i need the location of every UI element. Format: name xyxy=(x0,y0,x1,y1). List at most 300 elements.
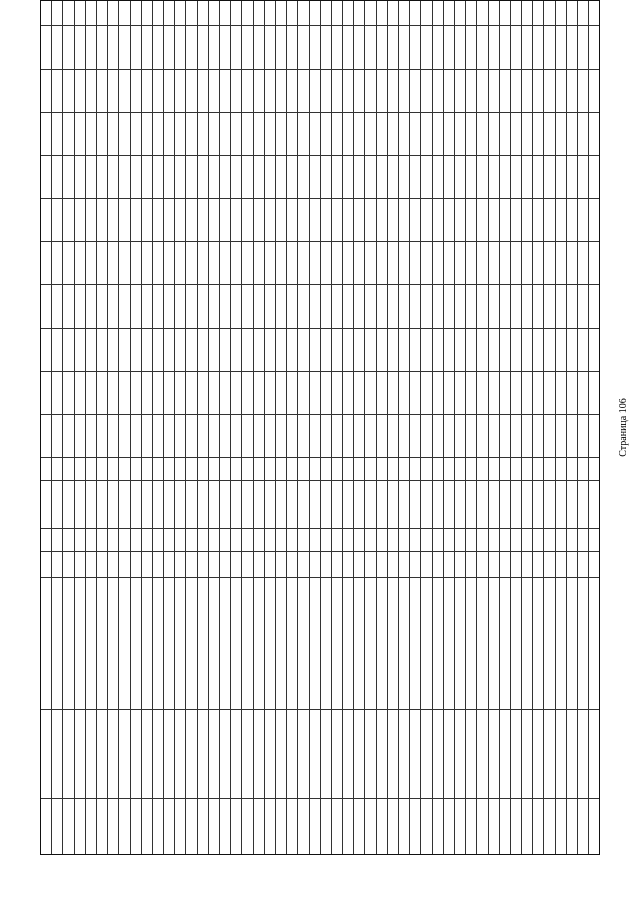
table-cell xyxy=(567,69,577,112)
table-cell xyxy=(175,480,185,529)
table-cell xyxy=(41,528,51,551)
table-cell xyxy=(354,69,364,112)
table-cell xyxy=(209,798,219,854)
table-cell xyxy=(287,457,297,480)
table-cell xyxy=(399,457,409,480)
table-cell xyxy=(254,528,264,551)
table-cell xyxy=(500,798,510,854)
table-cell xyxy=(254,198,264,241)
table-cell xyxy=(41,284,51,327)
table-cell xyxy=(500,457,510,480)
table-cell xyxy=(354,709,364,798)
table-cell xyxy=(186,457,196,480)
table-cell xyxy=(455,328,465,371)
table-cell xyxy=(75,241,85,284)
table-cell xyxy=(399,798,409,854)
table-cell xyxy=(321,480,331,529)
table-cell xyxy=(175,528,185,551)
table-cell xyxy=(231,480,241,529)
table-cell xyxy=(489,155,499,198)
table-cell xyxy=(466,241,476,284)
table-cell xyxy=(276,551,286,577)
table-row xyxy=(421,1,432,854)
table-cell xyxy=(75,25,85,68)
table-cell xyxy=(466,798,476,854)
table-cell xyxy=(556,577,566,708)
table-cell xyxy=(522,112,532,155)
table-cell xyxy=(175,198,185,241)
table-cell xyxy=(231,155,241,198)
table-cell xyxy=(142,1,152,25)
table-cell xyxy=(153,371,163,414)
table-cell xyxy=(276,457,286,480)
table-cell xyxy=(142,284,152,327)
table-cell xyxy=(287,371,297,414)
table-row xyxy=(466,1,477,854)
table-cell xyxy=(365,155,375,198)
table-cell xyxy=(321,241,331,284)
table-cell xyxy=(97,241,107,284)
table-cell xyxy=(254,577,264,708)
table-row xyxy=(343,1,354,854)
table-row xyxy=(231,1,242,854)
table-cell xyxy=(220,69,230,112)
table-cell xyxy=(343,577,353,708)
table-cell xyxy=(287,284,297,327)
table-cell xyxy=(511,284,521,327)
table-cell xyxy=(86,528,96,551)
table-cell xyxy=(231,798,241,854)
table-cell xyxy=(522,414,532,457)
table-cell xyxy=(377,577,387,708)
table-cell xyxy=(63,155,73,198)
table-row xyxy=(533,1,544,854)
table-cell xyxy=(75,328,85,371)
table-cell xyxy=(365,709,375,798)
table-cell xyxy=(354,241,364,284)
table-cell xyxy=(131,328,141,371)
table-cell xyxy=(265,25,275,68)
table-cell xyxy=(153,709,163,798)
table-cell xyxy=(332,709,342,798)
table-cell xyxy=(388,528,398,551)
table-cell xyxy=(265,1,275,25)
table-cell xyxy=(254,25,264,68)
table-cell xyxy=(186,69,196,112)
table-cell xyxy=(63,198,73,241)
table-cell xyxy=(131,155,141,198)
table-row xyxy=(86,1,97,854)
table-cell xyxy=(276,414,286,457)
table-cell xyxy=(209,577,219,708)
table-cell xyxy=(433,112,443,155)
table-cell xyxy=(365,241,375,284)
table-cell xyxy=(86,198,96,241)
table-cell xyxy=(86,25,96,68)
table-cell xyxy=(175,551,185,577)
table-cell xyxy=(500,198,510,241)
table-cell xyxy=(444,414,454,457)
table-cell xyxy=(522,709,532,798)
table-cell xyxy=(265,112,275,155)
table-cell xyxy=(231,69,241,112)
table-cell xyxy=(52,480,62,529)
table-cell xyxy=(489,414,499,457)
table-cell xyxy=(354,1,364,25)
table-cell xyxy=(220,480,230,529)
table-cell xyxy=(86,551,96,577)
table-row xyxy=(365,1,376,854)
table-cell xyxy=(533,709,543,798)
table-cell xyxy=(231,284,241,327)
table-cell xyxy=(131,528,141,551)
table-cell xyxy=(265,371,275,414)
table-cell xyxy=(365,198,375,241)
table-cell xyxy=(186,241,196,284)
table-cell xyxy=(365,457,375,480)
table-cell xyxy=(310,69,320,112)
table-cell xyxy=(175,371,185,414)
table-cell xyxy=(365,528,375,551)
table-cell xyxy=(354,798,364,854)
table-cell xyxy=(265,709,275,798)
table-cell xyxy=(421,1,431,25)
table-cell xyxy=(254,480,264,529)
table-cell xyxy=(332,69,342,112)
table-cell xyxy=(544,69,554,112)
table-cell xyxy=(377,371,387,414)
table-row xyxy=(332,1,343,854)
table-cell xyxy=(410,551,420,577)
table-cell xyxy=(489,284,499,327)
table-row xyxy=(567,1,578,854)
table-cell xyxy=(265,241,275,284)
table-cell xyxy=(455,198,465,241)
table-cell xyxy=(131,709,141,798)
table-cell xyxy=(153,414,163,457)
table-cell xyxy=(522,480,532,529)
table-cell xyxy=(589,284,599,327)
table-cell xyxy=(365,577,375,708)
table-cell xyxy=(86,798,96,854)
table-cell xyxy=(86,112,96,155)
table-cell xyxy=(119,480,129,529)
table-cell xyxy=(511,241,521,284)
table-cell xyxy=(209,155,219,198)
table-cell xyxy=(186,798,196,854)
table-cell xyxy=(556,328,566,371)
table-cell xyxy=(365,112,375,155)
table-cell xyxy=(276,709,286,798)
table-cell xyxy=(321,709,331,798)
table-cell xyxy=(75,284,85,327)
table-cell xyxy=(377,798,387,854)
table-cell xyxy=(265,414,275,457)
table-cell xyxy=(365,798,375,854)
table-row xyxy=(142,1,153,854)
table-cell xyxy=(220,1,230,25)
table-cell xyxy=(276,155,286,198)
table-cell xyxy=(108,284,118,327)
table-cell xyxy=(466,328,476,371)
table-cell xyxy=(332,198,342,241)
table-cell xyxy=(276,528,286,551)
table-cell xyxy=(533,480,543,529)
table-cell xyxy=(198,241,208,284)
table-cell xyxy=(97,414,107,457)
table-cell xyxy=(511,480,521,529)
table-cell xyxy=(377,155,387,198)
table-cell xyxy=(276,112,286,155)
table-cell xyxy=(589,198,599,241)
table-cell xyxy=(287,69,297,112)
table-cell xyxy=(511,1,521,25)
table-cell xyxy=(108,528,118,551)
table-cell xyxy=(242,25,252,68)
table-row xyxy=(354,1,365,854)
table-cell xyxy=(119,528,129,551)
table-cell xyxy=(153,457,163,480)
table-cell xyxy=(142,112,152,155)
table-cell xyxy=(544,284,554,327)
table-cell xyxy=(153,528,163,551)
table-row xyxy=(399,1,410,854)
page-number: Страница 106 xyxy=(618,398,629,457)
table-cell xyxy=(589,414,599,457)
table-cell xyxy=(466,371,476,414)
table-cell xyxy=(231,1,241,25)
table-cell xyxy=(265,155,275,198)
table-cell xyxy=(52,155,62,198)
table-cell xyxy=(354,328,364,371)
table-cell xyxy=(265,798,275,854)
table-cell xyxy=(578,528,588,551)
table-cell xyxy=(421,69,431,112)
table-cell xyxy=(209,25,219,68)
table-cell xyxy=(86,371,96,414)
table-cell xyxy=(186,371,196,414)
table-cell xyxy=(500,414,510,457)
table-cell xyxy=(377,241,387,284)
table-cell xyxy=(63,284,73,327)
table-cell xyxy=(142,328,152,371)
table-cell xyxy=(298,328,308,371)
table-cell xyxy=(108,328,118,371)
table-cell xyxy=(254,709,264,798)
table-cell xyxy=(75,155,85,198)
table-cell xyxy=(220,284,230,327)
table-cell xyxy=(186,551,196,577)
table-cell xyxy=(399,709,409,798)
table-cell xyxy=(153,155,163,198)
table-cell xyxy=(533,798,543,854)
table-cell xyxy=(489,577,499,708)
table-cell xyxy=(343,798,353,854)
table-cell xyxy=(276,371,286,414)
table-cell xyxy=(544,155,554,198)
table-cell xyxy=(119,577,129,708)
table-cell xyxy=(186,709,196,798)
table-cell xyxy=(365,284,375,327)
table-cell xyxy=(276,328,286,371)
table-cell xyxy=(164,798,174,854)
table-cell xyxy=(500,551,510,577)
table-cell xyxy=(142,528,152,551)
table-cell xyxy=(75,414,85,457)
table-cell xyxy=(544,709,554,798)
table-cell xyxy=(142,798,152,854)
table-cell xyxy=(86,328,96,371)
table-cell xyxy=(52,1,62,25)
table-cell xyxy=(421,155,431,198)
table-cell xyxy=(86,480,96,529)
table-cell xyxy=(343,328,353,371)
table-cell xyxy=(544,198,554,241)
table-cell xyxy=(455,551,465,577)
table-cell xyxy=(310,241,320,284)
table-cell xyxy=(164,551,174,577)
table-cell xyxy=(365,551,375,577)
table-cell xyxy=(164,414,174,457)
table-cell xyxy=(578,480,588,529)
table-cell xyxy=(388,414,398,457)
table-cell xyxy=(421,198,431,241)
table-cell xyxy=(153,241,163,284)
table-cell xyxy=(153,69,163,112)
table-cell xyxy=(477,328,487,371)
table-cell xyxy=(511,371,521,414)
table-cell xyxy=(544,457,554,480)
table-cell xyxy=(444,198,454,241)
table-cell xyxy=(466,577,476,708)
table-cell xyxy=(511,198,521,241)
table-cell xyxy=(421,414,431,457)
table-cell xyxy=(332,577,342,708)
table-cell xyxy=(578,1,588,25)
table-cell xyxy=(332,371,342,414)
table-cell xyxy=(41,414,51,457)
table-cell xyxy=(421,25,431,68)
table-cell xyxy=(142,198,152,241)
table-cell xyxy=(41,198,51,241)
table-cell xyxy=(567,328,577,371)
table-cell xyxy=(287,112,297,155)
table-row xyxy=(310,1,321,854)
table-cell xyxy=(97,112,107,155)
table-cell xyxy=(186,328,196,371)
table-cell xyxy=(477,798,487,854)
table-cell xyxy=(489,709,499,798)
table-row xyxy=(75,1,86,854)
table-cell xyxy=(332,25,342,68)
table-row xyxy=(164,1,175,854)
table-cell xyxy=(556,709,566,798)
table-cell xyxy=(220,241,230,284)
table-cell xyxy=(556,551,566,577)
table-cell xyxy=(119,371,129,414)
table-cell xyxy=(556,155,566,198)
table-cell xyxy=(175,284,185,327)
table-cell xyxy=(298,528,308,551)
table-cell xyxy=(97,328,107,371)
table-cell xyxy=(589,328,599,371)
table-cell xyxy=(209,284,219,327)
table-cell xyxy=(377,69,387,112)
table-cell xyxy=(500,1,510,25)
table-cell xyxy=(444,241,454,284)
table-row xyxy=(578,1,589,854)
table-cell xyxy=(343,69,353,112)
table-cell xyxy=(489,798,499,854)
table-cell xyxy=(544,112,554,155)
table-row xyxy=(298,1,309,854)
table-cell xyxy=(276,284,286,327)
table-cell xyxy=(567,528,577,551)
table-cell xyxy=(164,457,174,480)
table-cell xyxy=(287,709,297,798)
table-cell xyxy=(220,371,230,414)
table-cell xyxy=(198,528,208,551)
table-cell xyxy=(175,709,185,798)
table-cell xyxy=(567,414,577,457)
table-cell xyxy=(86,241,96,284)
table-cell xyxy=(242,69,252,112)
table-cell xyxy=(108,709,118,798)
table-cell xyxy=(310,798,320,854)
table-cell xyxy=(287,198,297,241)
table-cell xyxy=(421,328,431,371)
table-cell xyxy=(242,328,252,371)
table-cell xyxy=(410,328,420,371)
table-cell xyxy=(52,798,62,854)
table-cell xyxy=(455,241,465,284)
table-cell xyxy=(466,69,476,112)
table-cell xyxy=(544,551,554,577)
table-cell xyxy=(298,112,308,155)
table-cell xyxy=(75,112,85,155)
table-cell xyxy=(578,241,588,284)
table-cell xyxy=(477,241,487,284)
table-cell xyxy=(63,457,73,480)
table-cell xyxy=(477,284,487,327)
table-cell xyxy=(108,798,118,854)
table-cell xyxy=(477,709,487,798)
table-cell xyxy=(567,1,577,25)
table-cell xyxy=(86,284,96,327)
table-cell xyxy=(97,798,107,854)
table-cell xyxy=(399,155,409,198)
table-cell xyxy=(164,1,174,25)
table-row xyxy=(444,1,455,854)
table-cell xyxy=(365,69,375,112)
table-cell xyxy=(119,69,129,112)
table-cell xyxy=(399,480,409,529)
table-cell xyxy=(343,284,353,327)
table-cell xyxy=(142,577,152,708)
table-cell xyxy=(108,1,118,25)
table-cell xyxy=(455,371,465,414)
table-cell xyxy=(175,577,185,708)
table-cell xyxy=(220,457,230,480)
table-cell xyxy=(131,25,141,68)
table-cell xyxy=(377,25,387,68)
table-cell xyxy=(231,241,241,284)
table-cell xyxy=(589,528,599,551)
table-cell xyxy=(63,241,73,284)
table-cell xyxy=(97,198,107,241)
table-cell xyxy=(489,371,499,414)
table-cell xyxy=(544,414,554,457)
